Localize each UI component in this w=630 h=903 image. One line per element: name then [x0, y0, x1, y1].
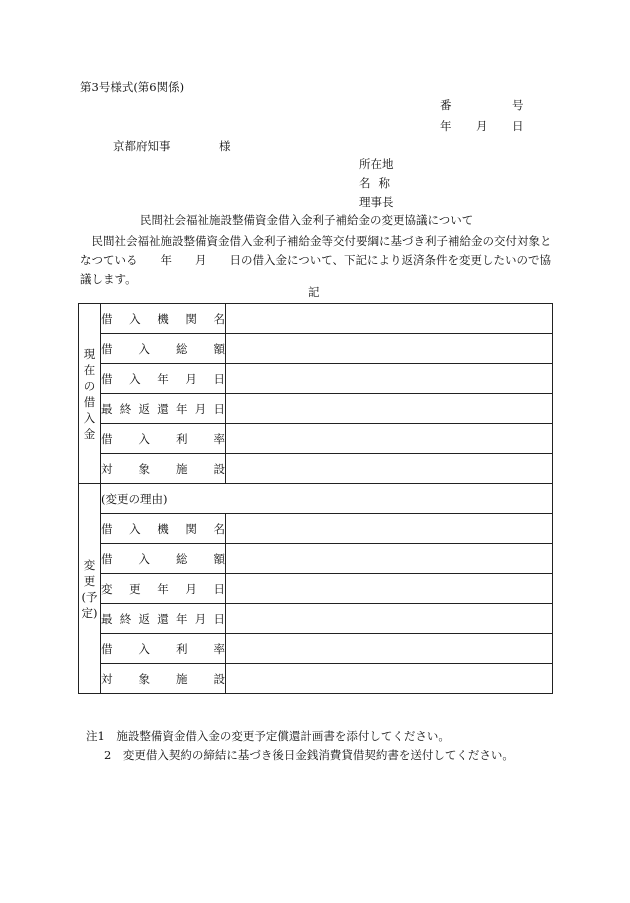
- table-row: [79, 514, 553, 544]
- value-cell[interactable]: [226, 334, 553, 364]
- row-label: 対象施設: [101, 454, 226, 484]
- current-loan-group: [79, 304, 101, 484]
- notes: [86, 727, 514, 765]
- value-cell[interactable]: [226, 454, 553, 484]
- row-label: 借入年月日: [101, 364, 226, 394]
- applicant-director-label: 理事長: [359, 195, 394, 209]
- table-row: [79, 664, 553, 694]
- row-label: 変更年月日: [101, 574, 226, 604]
- value-cell[interactable]: [226, 634, 553, 664]
- value-cell[interactable]: [226, 544, 553, 574]
- value-cell[interactable]: [226, 364, 553, 394]
- table-row: [79, 454, 553, 484]
- row-label: 借入機関名: [101, 304, 226, 334]
- ref-ban-label: 番: [440, 98, 452, 112]
- document-subject: 民間社会福祉施設整備資金借入金利子補給金の変更協議について: [140, 213, 474, 227]
- row-label: 最終返還年月日: [101, 394, 226, 424]
- value-cell[interactable]: [226, 304, 553, 334]
- loan-change-table: [78, 303, 553, 694]
- change-reason-cell[interactable]: [101, 484, 553, 514]
- table-row: [79, 334, 553, 364]
- date-month-label: 月: [476, 119, 488, 133]
- value-cell[interactable]: [226, 514, 553, 544]
- current-loan-group-label: 現在の借入金: [83, 346, 96, 441]
- date-year-label: 年: [440, 119, 452, 133]
- table-row: [79, 604, 553, 634]
- row-label: 借入総額: [101, 334, 226, 364]
- applicant-address-label: 所在地: [359, 157, 394, 171]
- value-cell[interactable]: [226, 424, 553, 454]
- form-number: 第3号様式(第6関係): [80, 80, 185, 94]
- value-cell[interactable]: [226, 664, 553, 694]
- ki-heading: 記: [308, 285, 320, 299]
- row-label: 対象施設: [101, 664, 226, 694]
- applicant-name-label: 名称: [359, 176, 398, 190]
- change-reason-label: (変更の理由): [101, 491, 168, 506]
- row-label: 最終返還年月日: [101, 604, 226, 634]
- table-row: [79, 634, 553, 664]
- row-label: 借入利率: [101, 634, 226, 664]
- addressee: 京都府知事: [113, 139, 171, 153]
- date-day-label: 日: [512, 119, 524, 133]
- change-group: [79, 484, 101, 694]
- value-cell[interactable]: [226, 574, 553, 604]
- table-row: [79, 364, 553, 394]
- change-group-label-top: 変: [83, 557, 96, 572]
- table-row: [79, 574, 553, 604]
- table-row: [79, 544, 553, 574]
- table-row: [79, 424, 553, 454]
- row-label: 借入利率: [101, 424, 226, 454]
- change-group-label-bottom: 更(予定): [81, 573, 98, 620]
- table-row: [79, 304, 553, 334]
- table-row: [79, 484, 553, 514]
- value-cell[interactable]: [226, 604, 553, 634]
- addressee-suffix: 様: [219, 139, 231, 153]
- note-2: 2 変更借入契約の締結に基づき後日金銭消費貸借契約書を送付してください。: [104, 748, 514, 762]
- ref-go-label: 号: [512, 98, 524, 112]
- note-1: 注1 施設整備資金借入金の変更予定償還計画書を添付してください。: [86, 729, 450, 743]
- table-row: [79, 394, 553, 424]
- row-label: 借入機関名: [101, 514, 226, 544]
- row-label: 借入総額: [101, 544, 226, 574]
- body-paragraph: 民間社会福祉施設整備資金借入金利子補給金等交付要綱に基づき利子補給金の交付対象となつている 年 月 日の借入金について、下記により返済条件を変更したいので協議します。: [80, 234, 552, 286]
- value-cell[interactable]: [226, 394, 553, 424]
